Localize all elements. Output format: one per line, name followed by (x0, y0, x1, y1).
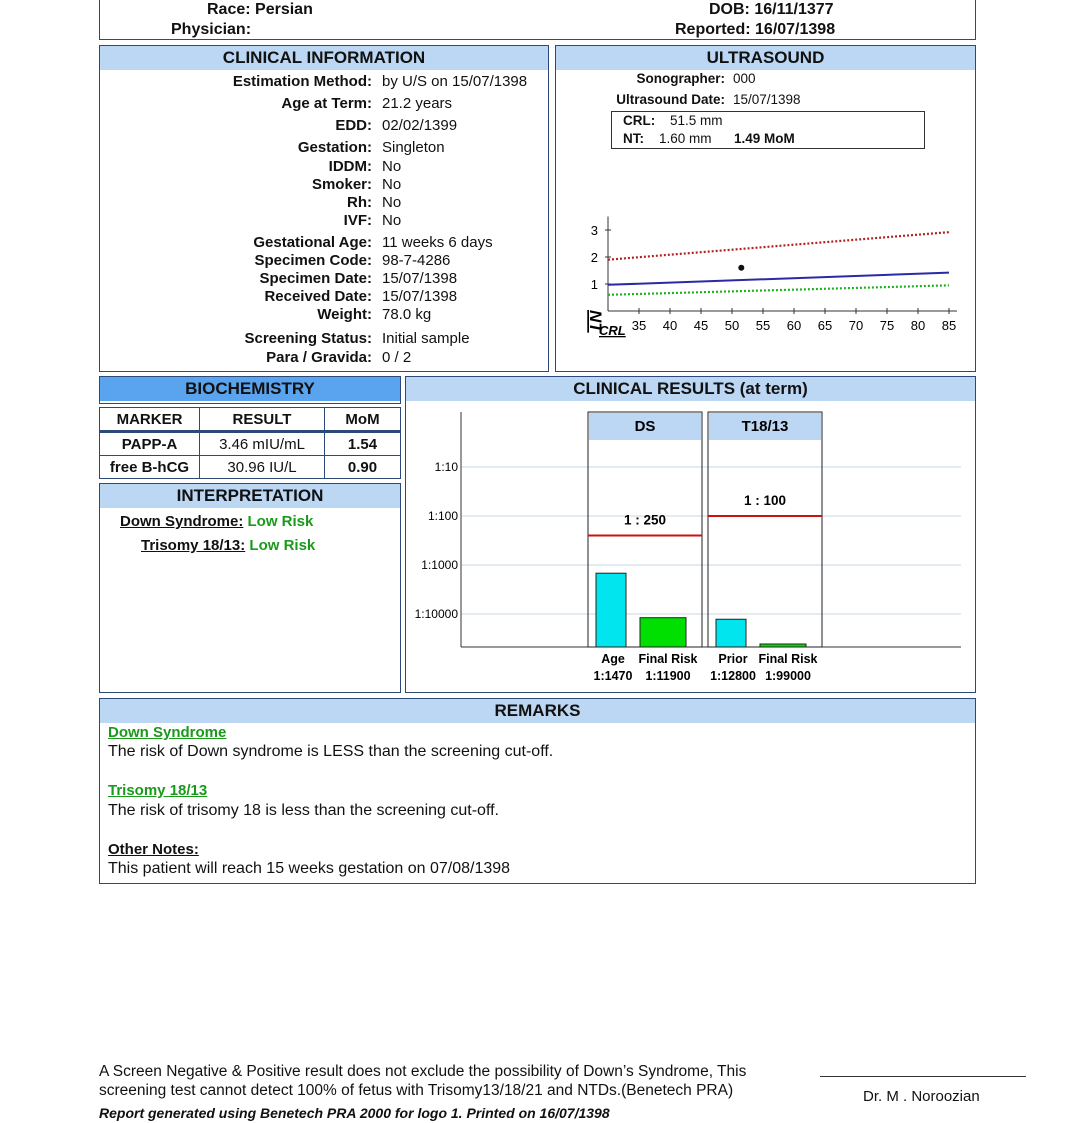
y-tick-label: 1:10 (434, 460, 458, 474)
x-tick-label: 85 (941, 318, 957, 333)
x-axis-label: CRL (599, 323, 626, 338)
reported-field (675, 21, 835, 39)
clinical-field-value: 15/07/1398 (382, 270, 458, 287)
risk-bar (760, 644, 806, 647)
table-row (100, 432, 401, 456)
risk-value-label: 1:1470 (593, 669, 633, 683)
risk-bar-label: Prior (718, 652, 748, 666)
remarks-ds-text: The risk of Down syndrome is LESS than the screening cut-off. (108, 743, 554, 760)
remarks-title: REMARKS (100, 699, 975, 723)
clinical-field-label: Specimen Code: (254, 252, 372, 269)
nt-label: NT: (623, 131, 644, 146)
ds-risk-value: Low Risk (247, 513, 314, 530)
clinical-field-label: IDDM: (328, 158, 372, 175)
clinical-field-value: 98-7-4286 (382, 252, 451, 269)
clinical-field-label: EDD: (335, 117, 372, 134)
t18-label: Trisomy 18/13: (141, 537, 246, 554)
y-tick-label: 1:100 (427, 509, 458, 523)
ds-label: Down Syndrome: (120, 513, 244, 530)
result-cell: 30.96 IU/L (200, 456, 325, 479)
x-tick-label: 40 (662, 318, 678, 333)
clinical-field-label: Age at Term: (281, 95, 372, 112)
dob-label: DOB: (709, 1, 750, 18)
marker-cell: PAPP-A (100, 432, 200, 456)
clinical-information-title: CLINICAL INFORMATION (100, 46, 548, 70)
remarks-panel (99, 698, 976, 884)
clinical-field-label: Rh: (347, 194, 372, 211)
interpretation-t18 (141, 537, 315, 554)
remarks-t18-title: Trisomy 18/13 (108, 782, 208, 799)
clinical-field-value: No (382, 194, 402, 211)
nt-mom: 1.49 MoM (734, 131, 795, 146)
biochemistry-panel (99, 376, 401, 404)
race-value: Persian (255, 1, 313, 18)
clinical-field-value: 21.2 years (382, 95, 453, 112)
cutoff-label: 1 : 100 (743, 493, 787, 508)
race-label: Race: (207, 1, 251, 18)
measurement-box (611, 111, 925, 149)
clinical-field-value: 11 weeks 6 days (382, 234, 493, 251)
marker-cell: free B-hCG (100, 456, 200, 479)
crl-value: 51.5 mm (670, 113, 723, 128)
report-generated-note: Report generated using Benetech PRA 2000 for logo 1. Printed on 16/07/1398 (99, 1105, 610, 1121)
risk-group-label: T18/13 (741, 418, 789, 435)
doctor-name: Dr. M . Noroozian (863, 1088, 980, 1105)
clinical-information-panel (99, 45, 549, 372)
col-mom: MoM (325, 408, 401, 432)
x-tick-label: 55 (755, 318, 771, 333)
crl-label: CRL: (623, 113, 656, 128)
nt-crl-chart (556, 161, 975, 341)
clinical-field-value: 15/07/1398 (382, 288, 458, 305)
remarks-t18-text: The risk of trisomy 18 is less than the screening cut-off. (108, 802, 499, 819)
clinical-field-label: Gestation: (297, 139, 372, 156)
interpretation-ds (120, 513, 313, 530)
clinical-field-value: No (382, 158, 402, 175)
clinical-field-label: Specimen Date: (259, 270, 372, 287)
risk-bar (596, 573, 626, 647)
sonographer-value: 000 (733, 71, 756, 86)
x-tick-label: 35 (631, 318, 647, 333)
y-tick-label: 1 (590, 277, 598, 292)
x-tick-label: 60 (786, 318, 802, 333)
clinical-field-label: IVF: (343, 212, 372, 229)
risk-bar-label: Final Risk (638, 652, 698, 666)
signature-line (820, 1076, 1026, 1077)
risk-bar-chart (406, 402, 975, 692)
clinical-field-value: No (382, 176, 402, 193)
clinical-field-value: 78.0 kg (382, 306, 432, 323)
dob-value: 16/11/1377 (754, 1, 834, 18)
risk-bar-label: Age (601, 652, 625, 666)
risk-value-label: 1:12800 (710, 669, 756, 683)
x-tick-label: 50 (724, 318, 740, 333)
y-tick-label: 1:10000 (414, 607, 458, 621)
ultrasound-date-label: Ultrasound Date: (616, 92, 725, 107)
clinical-field-label: Screening Status: (244, 330, 372, 347)
risk-bar (640, 618, 686, 647)
clinical-field-label: Para / Gravida: (266, 349, 372, 366)
table-row (100, 456, 401, 479)
biochemistry-header-row (100, 408, 401, 432)
risk-value-label: 1:99000 (765, 669, 811, 683)
col-marker: MARKER (100, 408, 200, 432)
biochemistry-title: BIOCHEMISTRY (100, 377, 400, 401)
interpretation-panel (99, 483, 401, 693)
risk-group-label: DS (634, 418, 656, 435)
biochemistry-table (99, 407, 401, 479)
x-tick-label: 70 (848, 318, 864, 333)
race-field (207, 1, 313, 19)
mom-cell: 0.90 (325, 456, 401, 479)
y-tick-label: 1:1000 (421, 558, 458, 572)
remarks-other-text: This patient will reach 15 weeks gestation on 07/08/1398 (108, 860, 511, 877)
disclaimer-line-1: A Screen Negative & Positive result does not exclude the possibility of Down’s Syndrome, This (99, 1063, 747, 1080)
risk-value-label: 1:11900 (645, 669, 691, 683)
patient-header-box (99, 0, 976, 40)
dob-field (709, 1, 834, 19)
x-tick-label: 65 (817, 318, 833, 333)
clinical-field-label: Smoker: (311, 176, 372, 193)
patient-nt-point (738, 265, 744, 271)
clinical-field-label: Gestational Age: (253, 234, 372, 251)
risk-bar-label: Final Risk (758, 652, 818, 666)
clinical-results-title: CLINICAL RESULTS (at term) (406, 377, 975, 401)
t18-risk-value: Low Risk (249, 537, 316, 554)
y-axis-label: NT (586, 310, 605, 333)
x-tick-label: 80 (910, 318, 926, 333)
clinical-field-value: Singleton (382, 139, 445, 156)
ultrasound-title: ULTRASOUND (556, 46, 975, 70)
clinical-field-value: by U/S on 15/07/1398 (382, 73, 528, 90)
nt-value: 1.60 mm (659, 131, 712, 146)
series-line-median (608, 273, 949, 285)
clinical-field-value: No (382, 212, 402, 229)
risk-bar (716, 619, 746, 647)
clinical-field-label: Weight: (317, 306, 372, 323)
ultrasound-panel (555, 45, 976, 372)
col-result: RESULT (200, 408, 325, 432)
mom-cell: 1.54 (325, 432, 401, 456)
reported-label: Reported: (675, 21, 751, 38)
clinical-field-value: 0 / 2 (382, 349, 412, 366)
clinical-field-label: Estimation Method: (232, 73, 372, 90)
remarks-other-title: Other Notes: (108, 841, 199, 858)
disclaimer-line-2: screening test cannot detect 100% of fetus with Trisomy13/18/21 and NTDs.(Benetech PRA) (99, 1082, 734, 1099)
x-tick-label: 45 (693, 318, 709, 333)
cutoff-label: 1 : 250 (623, 512, 667, 528)
ultrasound-date-value: 15/07/1398 (733, 92, 801, 107)
clinical-field-value: 02/02/1399 (382, 117, 458, 134)
clinical-field-label: Received Date: (264, 288, 372, 305)
clinical-field-value: Initial sample (382, 330, 470, 347)
physician-label: Physician: (171, 21, 252, 38)
series-line-upper (608, 232, 949, 260)
y-tick-label: 3 (590, 223, 598, 238)
interpretation-title: INTERPRETATION (100, 484, 400, 508)
y-tick-label: 2 (590, 250, 598, 265)
clinical-results-panel (405, 376, 976, 693)
x-tick-label: 75 (879, 318, 895, 333)
risk-group-frame (708, 412, 822, 647)
reported-value: 16/07/1398 (755, 21, 836, 38)
result-cell: 3.46 mIU/mL (200, 432, 325, 456)
remarks-ds-title: Down Syndrome (108, 724, 227, 741)
sonographer-label: Sonographer: (636, 71, 725, 86)
series-line-lower (608, 285, 949, 294)
